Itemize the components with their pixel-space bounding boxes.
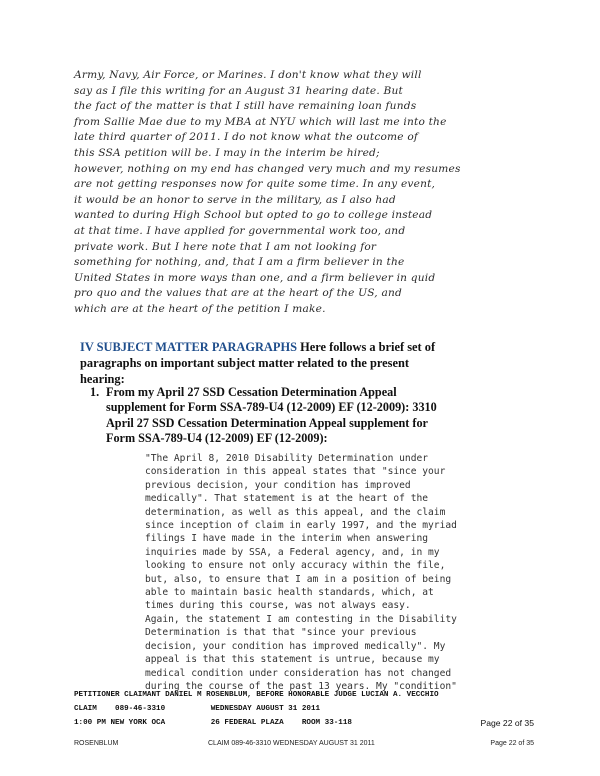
section-heading: [80, 339, 550, 387]
narrative-line: however, nothing on my end has changed very much and my resumes: [74, 162, 461, 175]
narrative-line: the fact of the matter is that I still have remaining loan funds: [74, 100, 417, 113]
quote-line: "The April 8, 2010 Disability Determination under: [145, 453, 429, 464]
list-item-line: From my April 27 SSD Cessation Determination Appeal: [106, 385, 397, 399]
narrative-line: say as I file this writing for an August 31 hearing date. But: [74, 84, 403, 97]
quote-line: times during this course, was not always easy.: [145, 600, 411, 612]
quote-line: determination, as well as this appeal, and the claim: [145, 506, 446, 518]
quote-line: Determination is that that "since your previous: [145, 627, 417, 639]
case-footer-location-row: [74, 716, 534, 730]
narrative-line: United States in more ways than one, and a firm believer in quid: [74, 271, 436, 284]
quote-line: looking to ensure not only accuracy within the file,: [145, 560, 446, 572]
quote-line: inquiries made by SSA, a Federal agency, and, in my: [145, 546, 440, 558]
case-footer-page-number: Page 22 of 35: [480, 718, 534, 728]
narrative-line: it would be an honor to serve in the military, as I also had: [74, 193, 396, 206]
list-item-line: April 27 SSD Cessation Determination Appeal supplement for: [106, 415, 428, 430]
case-footer-petitioner: PETITIONER CLAIMANT DANIEL M ROSENBLUM, BEFORE HONORABLE JUDGE LUCIAN A. VECCHIO: [74, 691, 439, 699]
quote-line: during the course of the past 13 years. My "condition": [145, 680, 457, 692]
narrative-line: wanted to during High School but opted to go to college instead: [74, 209, 433, 222]
quote-line: medically". That statement is at the heart of the: [145, 493, 429, 505]
section-heading-line: hearing:: [80, 372, 125, 386]
quote-line: filings I have made in the interim when answering: [145, 533, 429, 545]
narrative-line: pro quo and the values that are at the heart of the US, and: [74, 287, 402, 300]
quote-line: decision, your condition has improved medically". My: [145, 640, 446, 652]
narrative-line: this SSA petition will be. I may in the interim be hired;: [74, 146, 380, 159]
case-footer-claim: CLAIM 089-46-3310 WEDNESDAY AUGUST 31 2011: [74, 705, 321, 713]
case-footer-location: 1:00 PM NEW YORK OCA 26 FEDERAL PLAZA ROOM 33-118: [74, 719, 352, 727]
narrative-line: are not getting responses now for quite some time. In any event,: [74, 178, 436, 191]
quote-line: since inception of claim in early 1997, and the myriad: [145, 520, 457, 532]
narrative-line: Army, Navy, Air Force, or Marines. I don't know what they will: [74, 69, 422, 81]
narrative-line: something for nothing, and, that I am a firm believer in the: [74, 256, 405, 269]
quote-line: consideration in this appeal states that "since your: [145, 466, 446, 478]
narrative-paragraph: [74, 68, 534, 318]
quote-line: able to maintain basic health standards, which, at: [145, 587, 434, 599]
narrative-line: private work. But I here note that I am not looking for: [74, 240, 377, 253]
narrative-line: from Sallie Mae due to my MBA at NYU which will last me into the: [74, 115, 447, 128]
quote-line: appeal is that this statement is untrue, because my: [145, 654, 440, 666]
section-heading-rest: Here follows a brief set of: [296, 340, 436, 354]
running-footer-left: ROSENBLUM: [74, 740, 119, 747]
list-item-line: Form SSA-789-U4 (12-2009) EF (12-2009):: [106, 431, 328, 446]
quote-line: but, also, to ensure that I am in a position of being: [145, 573, 452, 585]
section-heading-caps: IV SUBJECT MATTER PARAGRAPHS: [80, 340, 297, 354]
quote-line: Again, the statement I am contesting in the Disability: [145, 613, 457, 625]
quote-line: previous decision, your condition has improved: [145, 479, 411, 491]
list-number: 1.: [90, 385, 100, 399]
narrative-line: which are at the heart of the petition I make.: [74, 302, 326, 315]
running-footer-center: CLAIM 089-46-3310 WEDNESDAY AUGUST 31 2011: [208, 740, 375, 747]
case-footer: [74, 688, 534, 730]
narrative-line: at that time. I have applied for governmental work too, and: [74, 224, 406, 237]
running-footer: [74, 740, 534, 752]
numbered-list-item: [90, 385, 550, 447]
quote-line: medical condition under consideration has not changed: [145, 667, 452, 679]
narrative-line: late third quarter of 2011. I do not know what the outcome of: [74, 131, 419, 144]
block-quote: [145, 452, 545, 693]
section-heading-line: paragraphs on important subject matter related to the present: [80, 356, 410, 370]
list-item-line: supplement for Form SSA-789-U4 (12-2009) EF (12-2009): 3310: [106, 400, 437, 415]
running-footer-page: Page 22 of 35: [490, 740, 534, 747]
